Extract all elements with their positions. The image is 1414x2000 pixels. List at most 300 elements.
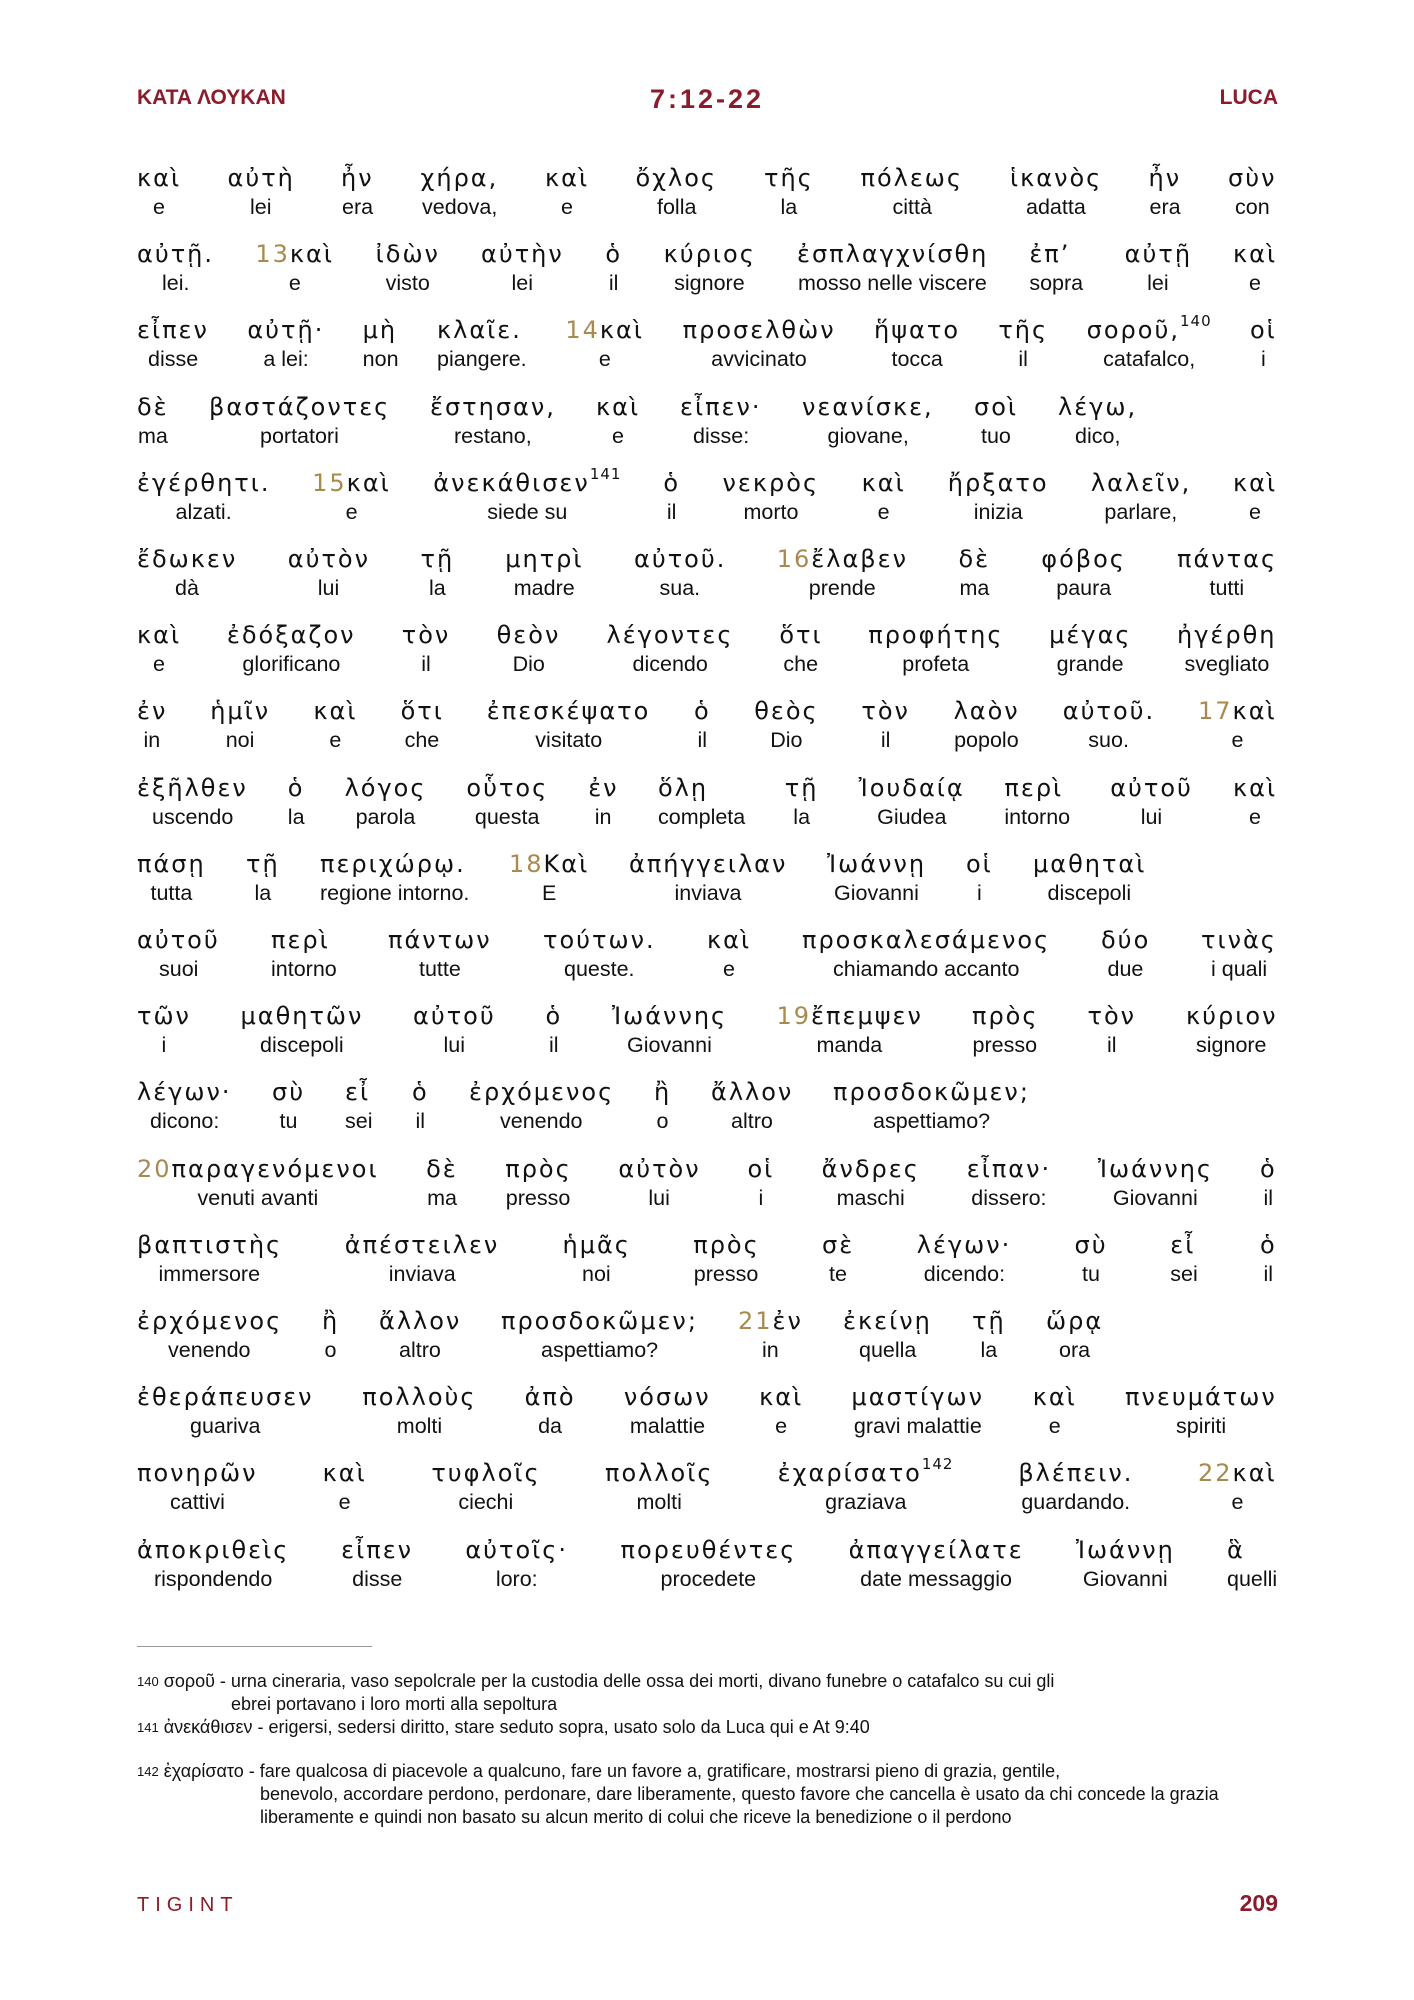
italian-gloss: restano, xyxy=(454,423,532,448)
interlinear-line xyxy=(0,621,1414,681)
verse-number: 22 xyxy=(1198,1459,1233,1488)
italian-gloss: popolo xyxy=(954,728,1019,753)
italian-gloss: completa xyxy=(658,804,746,829)
greek-word: 17καὶ xyxy=(1198,697,1277,726)
greek-word: περὶ xyxy=(271,926,330,954)
italian-gloss: e xyxy=(345,499,358,524)
greek-word: σοροῦ,$^{140}$ xyxy=(1086,312,1212,345)
italian-gloss: catafalco, xyxy=(1103,347,1196,372)
greek-word: Ἰωάννης xyxy=(612,1002,728,1031)
greek-word: τῆς xyxy=(998,316,1049,345)
italian-gloss: il xyxy=(415,1109,426,1134)
italian-gloss: signore xyxy=(674,271,745,296)
interlinear-line xyxy=(0,1455,1414,1519)
italian-gloss: il xyxy=(608,271,619,296)
greek-word: τῇ xyxy=(246,849,280,878)
greek-word: αὐτοῖς· xyxy=(465,1535,569,1564)
italian-gloss: venendo xyxy=(500,1109,583,1134)
italian-gloss: inizia xyxy=(973,499,1023,524)
greek-word: τὸν xyxy=(1087,1002,1137,1031)
greek-word: ὅτι xyxy=(400,697,444,726)
greek-word: 22καὶ xyxy=(1198,1459,1277,1488)
italian-gloss: la xyxy=(780,195,798,219)
greek-word: καὶ xyxy=(1032,1383,1077,1412)
italian-gloss: svegliato xyxy=(1184,652,1270,677)
greek-word: 14καὶ xyxy=(565,316,644,345)
greek-word: ὄχλος xyxy=(635,164,718,192)
verse-number: 18 xyxy=(509,849,544,878)
interlinear-line xyxy=(0,774,1414,834)
greek-word: προσδοκῶμεν; xyxy=(501,1307,698,1335)
italian-gloss: regione intorno. xyxy=(320,880,470,905)
italian-gloss: parola xyxy=(355,804,416,829)
italian-gloss: in xyxy=(594,804,612,829)
greek-word: κύριος xyxy=(663,240,756,269)
greek-word: σὺ xyxy=(1074,1230,1108,1259)
italian-gloss: manda xyxy=(816,1033,883,1058)
greek-word: Ἰουδαίᾳ xyxy=(858,773,965,802)
italian-gloss: paura xyxy=(1056,576,1112,600)
greek-word: πάσῃ xyxy=(137,849,206,878)
italian-gloss: inviava xyxy=(388,1261,456,1286)
greek-word: προφήτης xyxy=(868,621,1004,650)
italian-gloss: prende xyxy=(808,576,876,600)
greek-word: ὁ xyxy=(545,1002,563,1031)
italian-gloss: disse: xyxy=(693,423,750,448)
greek-word: τῆς xyxy=(764,164,814,192)
greek-word: ἄλλον xyxy=(379,1307,462,1335)
italian-gloss: molti xyxy=(396,1414,443,1439)
verse-number: 14 xyxy=(565,316,600,345)
italian-gloss: il xyxy=(1018,347,1028,372)
italian-gloss: piangere. xyxy=(437,347,527,372)
greek-word: ὁ xyxy=(605,240,623,269)
greek-word: εἶπεν xyxy=(341,1535,414,1564)
greek-word: ἀπέστειλεν xyxy=(344,1230,500,1259)
italian-gloss: due xyxy=(1107,957,1144,981)
italian-gloss: E xyxy=(542,880,557,905)
interlinear-line xyxy=(0,1231,1414,1291)
italian-gloss: era xyxy=(342,195,374,219)
italian-gloss: lui xyxy=(443,1033,466,1058)
greek-word: ἐρχόμενος xyxy=(137,1307,283,1335)
italian-gloss: e xyxy=(723,957,735,981)
italian-gloss: rispondendo xyxy=(154,1566,273,1591)
italian-gloss: portatori xyxy=(260,423,339,448)
running-header-italian: LUCA xyxy=(1219,86,1278,109)
greek-word: ἐχαρίσατο$^{142}$ xyxy=(777,1455,954,1488)
italian-gloss: dà xyxy=(175,576,199,600)
italian-gloss: te xyxy=(829,1261,847,1286)
greek-word: ὁ xyxy=(412,1078,429,1107)
greek-word: καὶ xyxy=(322,1459,367,1488)
italian-gloss: uscendo xyxy=(152,804,234,829)
greek-word: αὐτὴ xyxy=(227,164,295,192)
footnote: $^{140}$ σοροῦ - urna cineraria, vaso sepolcrale per la custodia delle ossa dei morti, divano funebre o catafalco su cui gli ebrei portavano i loro morti alla sepoltura xyxy=(137,1671,1055,1714)
greek-word: σοὶ xyxy=(974,392,1019,421)
italian-gloss: e xyxy=(329,728,342,753)
greek-word: ἡμῖν xyxy=(210,697,271,726)
greek-word: λέγων· xyxy=(137,1078,232,1107)
italian-gloss: in xyxy=(762,1338,779,1362)
greek-word: καὶ xyxy=(137,164,182,192)
greek-word: λαὸν xyxy=(953,697,1020,726)
greek-word: Ἰωάννης xyxy=(1097,1154,1214,1183)
greek-word: αὐτῇ· xyxy=(247,316,325,345)
greek-word: αὐτὸν xyxy=(618,1154,701,1183)
italian-gloss: siede su xyxy=(487,499,568,524)
greek-word: οἱ xyxy=(966,849,993,878)
interlinear-line xyxy=(0,1536,1414,1596)
italian-gloss: Dio xyxy=(512,652,545,677)
italian-gloss: molti xyxy=(636,1490,682,1515)
italian-gloss: vedova, xyxy=(422,195,498,219)
greek-word: πρὸς xyxy=(693,1230,760,1259)
italian-gloss: Giovanni xyxy=(1082,1566,1168,1591)
italian-gloss: era xyxy=(1149,195,1181,219)
italian-gloss: morto xyxy=(743,499,799,524)
greek-word: αὐτὴν xyxy=(481,240,564,269)
greek-word: 15καὶ xyxy=(312,468,391,497)
greek-word: ἰδὼν xyxy=(375,240,440,269)
greek-word: λέγων· xyxy=(916,1230,1012,1259)
italian-gloss: alzati. xyxy=(175,499,232,524)
running-header-greek: ΚΑΤΑ ΛΟΥΚΑΝ xyxy=(137,86,286,109)
footnote: $^{141}$ ἀνεκάθισεν - erigersi, sedersi diritto, stare seduto sopra, usato solo da Luca qui e At 9:40 xyxy=(137,1717,870,1737)
greek-word: τὸν xyxy=(861,697,910,726)
italian-gloss: lei xyxy=(1147,271,1169,296)
greek-word: σὺ xyxy=(272,1078,306,1107)
greek-word: εἶ xyxy=(345,1078,371,1107)
greek-word: ἤρξατο xyxy=(947,468,1049,497)
italian-gloss: ma xyxy=(138,423,168,448)
greek-word: πολλοὺς xyxy=(362,1383,477,1412)
italian-gloss: noi xyxy=(225,728,255,753)
italian-gloss: intorno xyxy=(271,957,337,981)
greek-word: οἱ xyxy=(1250,316,1277,345)
greek-word: 18Καὶ xyxy=(509,849,590,878)
greek-word: καὶ xyxy=(707,926,752,954)
greek-word: ἐν xyxy=(137,697,168,726)
italian-gloss: questa xyxy=(474,804,540,829)
italian-gloss: e xyxy=(612,423,624,448)
italian-gloss: la xyxy=(980,1338,998,1362)
greek-word: οἱ xyxy=(747,1154,775,1183)
italian-gloss: loro: xyxy=(495,1566,538,1591)
italian-gloss: e xyxy=(1231,1490,1244,1515)
italian-gloss: graziava xyxy=(825,1490,907,1515)
greek-word: λέγω, xyxy=(1058,392,1138,421)
greek-word: αὐτὸν xyxy=(287,545,370,573)
greek-word: προσκαλεσάμενος xyxy=(802,926,1051,954)
italian-gloss: Giovanni xyxy=(834,880,919,905)
greek-word: σὺν xyxy=(1228,164,1277,192)
italian-gloss: e xyxy=(1231,728,1244,753)
greek-word: νόσων xyxy=(623,1383,711,1412)
italian-gloss: aspettiamo? xyxy=(873,1109,991,1134)
italian-gloss: presso xyxy=(693,1261,759,1286)
greek-word: 20παραγενόμενοι xyxy=(137,1154,379,1183)
italian-gloss: i xyxy=(1261,347,1266,372)
greek-word: ἃ xyxy=(1227,1535,1245,1564)
greek-word: ὁ xyxy=(694,697,711,726)
footnote-ref: 142 xyxy=(921,1455,954,1474)
greek-word: πορευθέντες xyxy=(620,1535,797,1564)
italian-gloss: signore xyxy=(1196,1033,1267,1058)
greek-word: Ἰωάννῃ xyxy=(827,849,927,878)
greek-word: εἶπεν· xyxy=(680,392,762,421)
greek-word: χήρα, xyxy=(420,164,499,192)
greek-word: ἀνεκάθισεν$^{141}$ xyxy=(433,464,622,497)
italian-gloss: queste. xyxy=(564,957,635,981)
italian-gloss: intorno xyxy=(1004,804,1071,829)
greek-word: πάντων xyxy=(388,926,492,954)
italian-gloss: mosso nelle viscere xyxy=(798,271,987,296)
interlinear-line xyxy=(0,464,1414,529)
greek-word: νεανίσκε, xyxy=(802,392,934,421)
italian-gloss: e xyxy=(775,1414,788,1439)
italian-gloss: venendo xyxy=(168,1338,251,1362)
greek-word: πρὸς xyxy=(505,1154,572,1183)
italian-gloss: dissero: xyxy=(971,1185,1047,1210)
greek-word: ὅλῃ xyxy=(658,773,709,802)
italian-gloss: i xyxy=(161,1033,167,1058)
greek-word: αὐτῇ. xyxy=(137,240,214,269)
greek-word: ἐδόξαζον xyxy=(226,621,356,650)
greek-word: μέγας xyxy=(1049,621,1132,650)
italian-gloss: il xyxy=(549,1033,559,1058)
italian-gloss: la xyxy=(793,804,811,829)
italian-gloss: e xyxy=(598,347,611,372)
verse-number: 20 xyxy=(137,1154,172,1183)
italian-gloss: quelli xyxy=(1227,1566,1278,1591)
greek-word: ἢ xyxy=(322,1307,340,1335)
greek-word: σὲ xyxy=(822,1230,855,1259)
italian-gloss: tuo xyxy=(981,423,1011,448)
page-number: 209 xyxy=(1239,1890,1278,1916)
italian-gloss: dicono: xyxy=(150,1109,220,1134)
greek-word: ἄλλον xyxy=(711,1078,794,1107)
italian-gloss: immersore xyxy=(158,1261,261,1286)
greek-word: τούτων. xyxy=(543,926,656,954)
greek-word: λαλεῖν, xyxy=(1090,468,1192,497)
italian-gloss: e xyxy=(153,652,165,677)
greek-word: ἡμᾶς xyxy=(562,1230,631,1259)
greek-word: μαθηταὶ xyxy=(1033,849,1147,878)
italian-gloss: visto xyxy=(385,271,430,296)
greek-word: θεὸν xyxy=(496,621,561,650)
verse-number: 15 xyxy=(312,468,347,497)
italian-gloss: grande xyxy=(1056,652,1124,677)
greek-word: 13καὶ xyxy=(255,240,334,269)
italian-gloss: visitato xyxy=(535,728,603,753)
greek-word: ἠγέρθη xyxy=(1177,621,1277,650)
italian-gloss: da xyxy=(538,1414,562,1439)
italian-gloss: lui xyxy=(648,1185,670,1210)
italian-gloss: il xyxy=(666,499,677,524)
italian-gloss: avvicinato xyxy=(711,347,807,372)
greek-word: καὶ xyxy=(759,1383,804,1412)
greek-word: εἶπεν xyxy=(137,316,209,345)
greek-word: ἀποκριθεὶς xyxy=(137,1535,290,1564)
italian-gloss: quella xyxy=(859,1338,917,1362)
footnote-ref: 141 xyxy=(589,464,622,483)
italian-gloss: dicendo xyxy=(632,652,708,677)
greek-word: τῇ xyxy=(420,545,455,573)
italian-gloss: lui xyxy=(317,576,340,600)
italian-gloss: ma xyxy=(427,1185,457,1210)
greek-word: μαθητῶν xyxy=(240,1002,364,1031)
greek-word: βαπτιστὴς xyxy=(137,1230,283,1259)
italian-gloss: venuti avanti xyxy=(197,1185,319,1210)
italian-gloss: e xyxy=(1048,1414,1061,1439)
italian-gloss: Giovanni xyxy=(627,1033,712,1058)
italian-gloss: date messaggio xyxy=(860,1566,1012,1591)
greek-word: ὥρᾳ xyxy=(1046,1307,1104,1335)
greek-word: ἦν xyxy=(1148,164,1182,192)
italian-gloss: e xyxy=(1249,804,1261,829)
greek-word: ἐπεσκέψατο xyxy=(486,697,651,726)
italian-gloss: madre xyxy=(513,576,575,600)
italian-gloss: glorificano xyxy=(242,652,341,677)
greek-word: ἀπήγγειλαν xyxy=(629,849,788,878)
italian-gloss: sopra xyxy=(1029,271,1084,296)
italian-gloss: tutta xyxy=(150,880,193,905)
greek-word: ὁ xyxy=(663,468,681,497)
italian-gloss: spiriti xyxy=(1176,1414,1227,1439)
greek-word: ἢ xyxy=(654,1078,672,1107)
greek-word: 16ἔλαβεν xyxy=(776,545,908,573)
greek-word: καὶ xyxy=(313,697,358,726)
interlinear-line xyxy=(0,926,1414,986)
italian-gloss: chiamando accanto xyxy=(833,957,1020,981)
greek-word: αὐτοῦ xyxy=(413,1002,496,1031)
footnote-divider xyxy=(137,1646,372,1647)
italian-gloss: e xyxy=(1249,499,1261,524)
greek-word: τὸν xyxy=(401,621,451,650)
interlinear-line xyxy=(0,1078,1414,1138)
interlinear-line xyxy=(0,850,1414,910)
italian-gloss: disse xyxy=(352,1566,403,1591)
greek-word: δὲ xyxy=(137,392,169,421)
italian-gloss: tocca xyxy=(891,347,943,372)
italian-gloss: Dio xyxy=(770,728,803,753)
greek-word: τῇ xyxy=(784,773,819,802)
italian-gloss: tu xyxy=(279,1109,298,1134)
greek-word: καὶ xyxy=(137,621,182,650)
italian-gloss: e xyxy=(153,195,165,219)
greek-word: εἶπαν· xyxy=(966,1154,1052,1183)
italian-gloss: i quali xyxy=(1211,957,1268,981)
greek-word: πολλοῖς xyxy=(605,1459,714,1488)
greek-word: ἐπ’ xyxy=(1029,240,1071,269)
greek-word: βαστάζοντες xyxy=(209,392,391,421)
italian-gloss: i xyxy=(977,880,982,905)
greek-word: ἐκείνῃ xyxy=(843,1307,932,1335)
chapter-verse-range: 7:12-22 xyxy=(649,84,765,114)
italian-gloss: sua. xyxy=(659,576,701,600)
italian-gloss: città xyxy=(892,195,932,219)
footer-publisher: TIGINT xyxy=(137,1894,239,1916)
interlinear-line xyxy=(0,697,1414,757)
greek-word: προσελθὼν xyxy=(682,316,836,345)
italian-gloss: presso xyxy=(972,1033,1038,1058)
italian-gloss: lei xyxy=(511,271,534,296)
greek-word: καὶ xyxy=(596,392,641,421)
italian-gloss: noi xyxy=(582,1261,611,1286)
italian-gloss: che xyxy=(404,728,440,753)
greek-word: τῇ xyxy=(972,1307,1006,1335)
italian-gloss: tutte xyxy=(419,957,461,981)
verse-number: 13 xyxy=(255,240,290,269)
italian-gloss: il xyxy=(880,728,891,753)
greek-word: αὐτοῦ. xyxy=(634,545,727,573)
greek-word: πόλεως xyxy=(860,164,963,192)
greek-word: μαστίγων xyxy=(851,1383,984,1412)
greek-word: ἐγέρθητι. xyxy=(137,468,271,497)
italian-gloss: dicendo: xyxy=(923,1261,1006,1286)
interlinear-line xyxy=(0,1155,1414,1215)
italian-gloss: o xyxy=(656,1109,669,1134)
italian-gloss: adatta xyxy=(1026,195,1086,219)
interlinear-line xyxy=(0,1383,1414,1443)
greek-word: ἐθεράπευσεν xyxy=(137,1383,314,1412)
italian-gloss: Giovanni xyxy=(1112,1185,1198,1210)
italian-gloss: gravi malattie xyxy=(853,1414,982,1439)
italian-gloss: inviava xyxy=(674,880,742,905)
italian-gloss: non xyxy=(362,347,399,372)
italian-gloss: e xyxy=(1249,271,1261,296)
italian-gloss: con xyxy=(1235,195,1270,219)
greek-word: περιχώρῳ. xyxy=(320,849,466,878)
italian-gloss: Giudea xyxy=(877,804,947,829)
italian-gloss: guardando. xyxy=(1021,1490,1131,1515)
italian-gloss: parlare, xyxy=(1104,499,1178,524)
italian-gloss: tutti xyxy=(1209,576,1245,600)
italian-gloss: ma xyxy=(959,576,990,600)
greek-word: ἐξῆλθεν xyxy=(137,773,248,802)
greek-word: δύο xyxy=(1101,926,1151,954)
greek-word: ὁ xyxy=(287,773,305,802)
italian-gloss: i xyxy=(758,1185,764,1210)
italian-gloss: il xyxy=(1263,1185,1274,1210)
greek-word: αὐτοῦ xyxy=(1110,773,1193,802)
greek-word: τῶν xyxy=(137,1002,191,1031)
verse-number: 19 xyxy=(776,1002,812,1031)
verse-number: 17 xyxy=(1198,697,1233,726)
greek-word: ἔδωκεν xyxy=(137,545,238,573)
italian-gloss: guariva xyxy=(190,1414,261,1439)
italian-gloss: lei xyxy=(250,195,272,219)
italian-gloss: e xyxy=(561,195,573,219)
italian-gloss: suo. xyxy=(1088,728,1129,753)
greek-word: ὅτι xyxy=(779,621,823,650)
greek-word: δὲ xyxy=(958,545,991,573)
greek-word: λέγοντες xyxy=(606,621,734,650)
greek-word: καὶ xyxy=(1233,468,1278,497)
greek-word: αὐτοῦ. xyxy=(1062,697,1156,726)
greek-word: καὶ xyxy=(545,164,590,192)
greek-word: τυφλοῖς xyxy=(431,1459,541,1488)
greek-word: 19ἔπεμψεν xyxy=(776,1002,923,1031)
greek-word: κλαῖε. xyxy=(437,316,522,345)
italian-gloss: profeta xyxy=(902,652,970,677)
footnote: $^{142}$ ἐχαρίσατο - fare qualcosa di piacevole a qualcuno, fare un favore a, gratificare, mostrarsi pieno di grazia, gentile, benevolo, accordare perdono, perdonare, dare liberamente, questo favore che cancella è usato da chi concede la grazia liberamente e quindi non basato su alcun merito di colui che riceve la benedizione o il perdono xyxy=(137,1761,1219,1827)
interlinear-line xyxy=(0,312,1414,376)
greek-word: πονηρῶν xyxy=(137,1459,258,1488)
italian-gloss: suoi xyxy=(159,957,199,981)
italian-gloss: sei xyxy=(345,1109,373,1134)
